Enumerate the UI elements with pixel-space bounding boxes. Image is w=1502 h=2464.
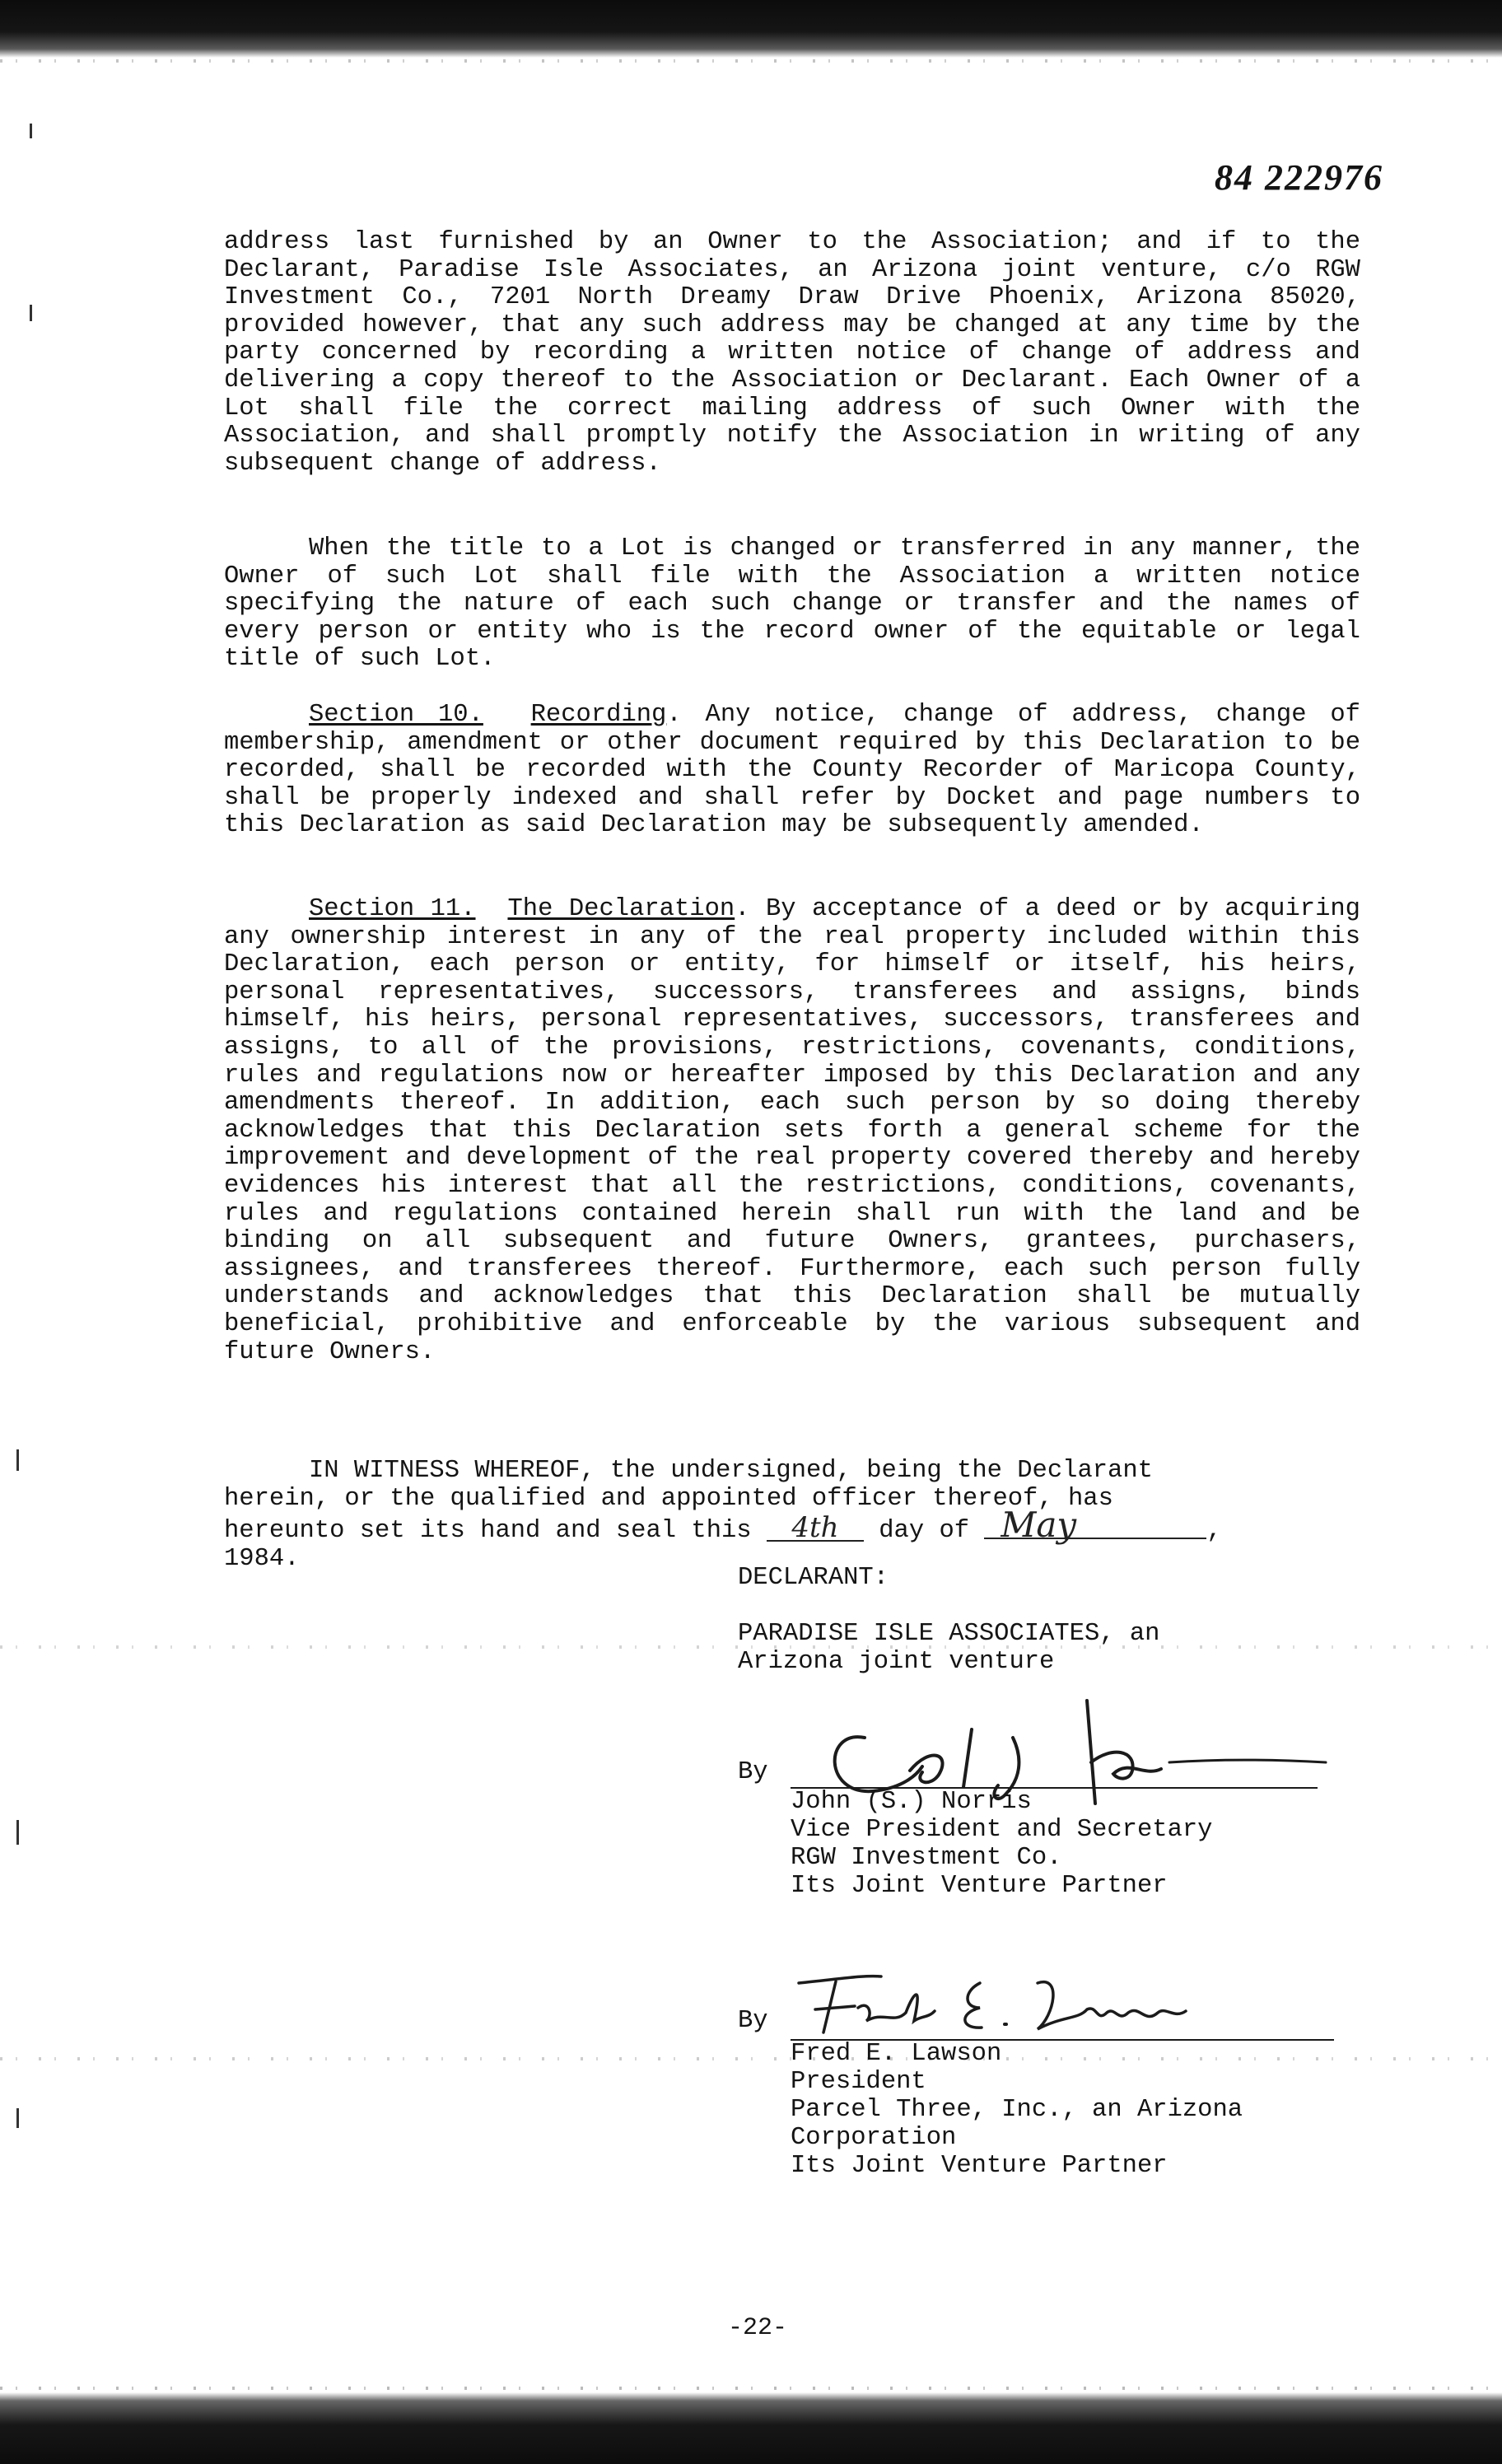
section-11-title: The Declaration: [507, 895, 735, 923]
witness-line-1: IN WITNESS WHEREOF, the undersigned, being the Declarant: [309, 1457, 1153, 1485]
paragraph-title-transfer: [224, 535, 1360, 674]
margin-mark: [16, 2108, 19, 2128]
witness-line-2: herein, or the qualified and appointed officer thereof, has: [224, 1484, 1113, 1513]
section-10-label: Section 10.: [309, 701, 483, 729]
scan-speckle: [0, 2387, 1502, 2390]
scan-edge-top: [0, 0, 1502, 58]
signer-2-name: Fred E. Lawson: [791, 2040, 1002, 2068]
signer-2-role: Its Joint Venture Partner: [791, 2152, 1168, 2180]
section-10-title: Recording: [530, 701, 667, 729]
signer-1-title: Vice President and Secretary: [791, 1816, 1213, 1844]
signer-2-by-label: By: [738, 2007, 768, 2035]
paragraph-text: address last furnished by an Owner to the Association; and if to the Declarant, Paradise Isle Associates, an Arizona joint venture, c/o RGW Investment Co., 7201 North Dreamy Draw Drive Phoenix, Arizona 85020, provided however, that any such address may be changed at any time by the party concerned by recording a written notice of change of address and delivering a copy thereof to the Association or Declarant. Each Owner of a Lot shall file the correct mailing address of such Owner with the Association, and shall promptly notify the Association in writing of any subsequent change of address.: [224, 228, 1360, 478]
signer-1-role: Its Joint Venture Partner: [791, 1872, 1168, 1900]
section-10-paragraph: [224, 702, 1360, 840]
scan-speckle: [0, 59, 1502, 63]
witness-clause: [224, 1458, 1360, 1573]
margin-mark: [30, 305, 32, 321]
paragraph-text: When the title to a Lot is changed or transferred in any manner, the Owner of such Lot shall file with the Association a written notice specifying the nature of each such change or transfer and the names of every person or entity who is the record owner of the equitable or legal title of such Lot.: [224, 534, 1360, 674]
signature-fred-lawson: [791, 1958, 1219, 2041]
section-11-label: Section 11.: [309, 895, 476, 923]
witness-line-3: hereunto set its hand and seal this 4th day of May ,: [224, 1505, 1222, 1546]
document-number: 84 222976: [1215, 157, 1383, 198]
section-11-text: . By acceptance of a deed or by acquiring any ownership interest in any of the real property included within this Declaration, each person or entity, for himself or itself, his heirs, personal representatives, successors, transferees and assigns, binds himself, his heirs, personal representatives, successors, transferees and assigns, to all of the provisions, restrictions, covenants, conditions, rules and regulations now or hereafter imposed by this Declaration and any amendments thereof. In addition, each such person by so doing thereby acknowledges that this Declaration sets forth a general scheme for the improvement and development of the real property covered thereby and hereby evidences his interest that all the restrictions, conditions, covenants, rules and regulations contained herein shall run with the land and be binding on all subsequent and future Owners, grantees, purchasers, assignees, and transferees thereof. Furthermore, each such person fully understands and acknowledges that this Declaration shall be mutually beneficial, prohibitive and enforceable by the various subsequent and future Owners.: [224, 895, 1360, 1366]
margin-mark: [30, 124, 32, 138]
signer-1-by-label: By: [738, 1758, 768, 1786]
witness-line-4: 1984.: [224, 1544, 300, 1573]
signer-2-title: President: [791, 2068, 926, 2096]
margin-mark: [16, 1449, 19, 1471]
section-11-paragraph: [224, 896, 1360, 1366]
section-11: [224, 896, 1360, 1366]
witness-line-3-start: hereunto set its hand and seal this: [224, 1517, 752, 1546]
page-number: -22-: [727, 2314, 787, 2342]
witness-line-3-middle: day of: [879, 1517, 970, 1546]
signer-1-name: John (S.) Norris: [791, 1788, 1032, 1816]
section-10: [224, 702, 1360, 840]
declarant-entity-line-1: PARADISE ISLE ASSOCIATES, an: [738, 1620, 1160, 1648]
declarant-entity-line-2: Arizona joint venture: [738, 1648, 1055, 1676]
signer-2-company-2: Corporation: [791, 2124, 957, 2152]
margin-mark: [16, 1820, 19, 1845]
declarant-heading: DECLARANT:: [738, 1564, 889, 1592]
scan-speckle: [0, 2057, 1502, 2060]
handwritten-day: 4th: [767, 1515, 864, 1542]
section-10-text: . Any notice, change of address, change of membership, amendment or other document required by this Declaration to be recorded, shall be recorded with the County Recorder of Maricopa County, shall be properly indexed and shall refer by Docket and page numbers to this Declaration as said Declaration may be subsequently amended.: [224, 701, 1360, 840]
paragraph-notice-address: [224, 229, 1360, 478]
scan-edge-bottom: [0, 2392, 1502, 2464]
signer-2-company: Parcel Three, Inc., an Arizona: [791, 2096, 1243, 2124]
handwritten-month: May: [984, 1513, 1206, 1539]
signer-1-company: RGW Investment Co.: [791, 1844, 1062, 1872]
